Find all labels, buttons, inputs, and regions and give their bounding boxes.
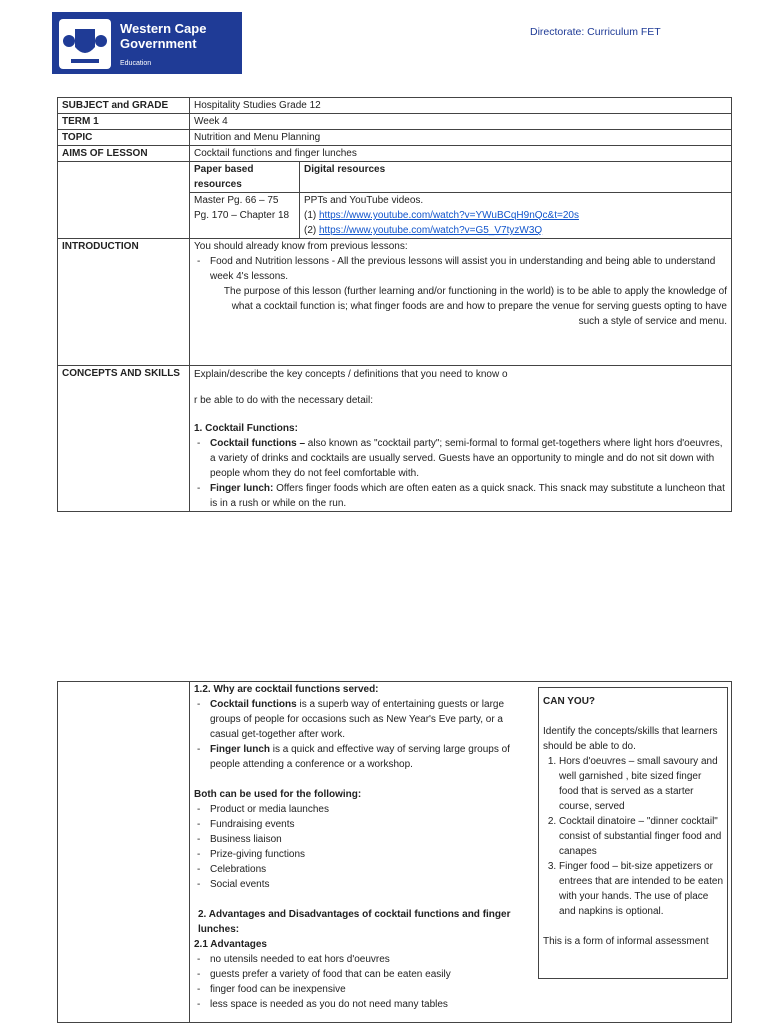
term-label: TERM 1 [58, 114, 190, 130]
adv-sub: 2.1 Advantages [194, 939, 267, 950]
term-value: Week 4 [190, 114, 732, 130]
youtube-link-1[interactable]: https://www.youtube.com/watch?v=YWuBCqH9nQc&t=20s [319, 210, 579, 221]
can-you-footer: This is a form of informal assessment [543, 936, 709, 947]
list-item [194, 742, 532, 772]
both-heading: Both can be used for the following: [194, 789, 362, 800]
logo-line3: Education [120, 60, 152, 67]
table-row [58, 366, 732, 512]
subject-label: SUBJECT and GRADE [58, 98, 190, 114]
can-you-intro: Identify the concepts/skills that learners should be able to do. [543, 726, 718, 752]
concepts-cell [190, 366, 732, 512]
list-item: - finger food can be inexpensive [194, 982, 532, 997]
why-heading: 1.2. Why are cocktail functions served: [194, 684, 379, 695]
table-row [58, 98, 732, 114]
topic-label: TOPIC [58, 130, 190, 146]
finger-term: Finger lunch: [210, 483, 274, 494]
list-item: - Fundraising events [194, 817, 532, 832]
adv-heading-a: 2. Advantages and Disadvantages of cocktail functions and finger [198, 909, 511, 920]
paper-resources-header: Paper based resources [190, 162, 300, 193]
aims-label: AIMS OF LESSON [58, 146, 190, 162]
list-item: - guests prefer a variety of food that can be eaten easily [194, 967, 532, 982]
lesson-table [57, 97, 732, 512]
concepts-heading: 1. Cocktail Functions: [194, 423, 298, 434]
concepts-line1: Explain/describe the key concepts / definitions that you need to know o [194, 369, 508, 380]
table-row [58, 114, 732, 130]
can-you-box [538, 687, 728, 979]
table-row [58, 146, 732, 162]
logo-line1: Western Cape [120, 21, 207, 36]
list-item: 2. Cocktail dinatoire – "dinner cocktail" consist of substantial finger food and canapes [559, 814, 723, 859]
wcg-logo [52, 12, 242, 74]
list-item: - Prize-giving functions [194, 847, 532, 862]
concepts-label: CONCEPTS AND SKILLS [58, 366, 190, 512]
empty-cell [58, 162, 190, 239]
can-you-title: CAN YOU? [543, 696, 596, 707]
list-item: - Celebrations [194, 862, 532, 877]
list-item [194, 436, 727, 481]
why-b1-term: Cocktail functions [210, 699, 297, 710]
link2-prefix: (2) [304, 225, 319, 236]
why-b2-term: Finger lunch [210, 744, 270, 755]
list-item: 3. Finger food – bit-size appetizers or entrees that are intended to be eaten with your hands. The use of place and napkins is optional. [559, 859, 723, 919]
list-item: - Social events [194, 877, 532, 892]
cocktail-def: also known as "cocktail party"; semi-formal to formal get-togethers where light hors d'oeuvres, a variety of drinks and cocktails are usually served. Guests have an opportunity to mingle and do not sit down with people whom they do not feel comfortable with. [210, 438, 723, 479]
table-row [58, 239, 732, 366]
list-item: - no utensils needed to eat hors d'oeuvres [194, 952, 532, 967]
digital-resources-cell [300, 193, 732, 239]
topic-value: Nutrition and Menu Planning [190, 130, 732, 146]
intro-label: INTRODUCTION [58, 239, 190, 366]
adv-heading [194, 907, 532, 937]
concepts-line2: r be able to do with the necessary detail: [194, 395, 373, 406]
why-b2-text: is a quick and effective way of serving large groups of people attending a conference or a workshop. [210, 744, 510, 770]
list-item: - Business liaison [194, 832, 532, 847]
coat-of-arms-icon [59, 19, 111, 69]
aims-value: Cocktail functions and finger lunches [190, 146, 732, 162]
intro-bullet: - Food and Nutrition lessons - All the previous lessons will assist you in understanding and being able to understand week 4's lessons. [194, 254, 727, 284]
adv-heading-b: lunches: [198, 924, 240, 935]
youtube-link-2[interactable]: https://www.youtube.com/watch?v=G5_V7tyzW3Q [319, 225, 543, 236]
list-item: - Product or media launches [194, 802, 532, 817]
intro-cell [190, 239, 732, 366]
cocktail-term: Cocktail functions – [210, 438, 306, 449]
list-item [194, 481, 727, 511]
paper-resources-text: Master Pg. 66 – 75 Pg. 170 – Chapter 18 [190, 193, 300, 239]
directorate-label: Directorate: Curriculum FET [530, 26, 661, 38]
digital-resources-header: Digital resources [300, 162, 732, 193]
link1-prefix: (1) [304, 210, 319, 221]
why-b1-text: is a superb way of entertaining guests or large groups of people for occasions such as New Year's Eve party, or a casual get-together after work. [210, 699, 505, 740]
digital-intro: PPTs and YouTube videos. [304, 195, 424, 206]
intro-line1: You should already know from previous lessons: [194, 241, 408, 252]
list-item: 1. Hors d'oeuvres – small savoury and well garnished , bite sized finger food that is served as a starter course, served [559, 754, 723, 814]
subject-value: Hospitality Studies Grade 12 [190, 98, 732, 114]
finger-def: Offers finger foods which are often eaten as a quick snack. This snack may substitute a luncheon that is in a rush or while on the run. [210, 483, 725, 509]
table-row [58, 162, 732, 193]
list-item [194, 697, 532, 742]
empty-cell [58, 682, 190, 1023]
logo-line2: Government [120, 36, 197, 51]
list-item: - less space is needed as you do not need many tables [194, 997, 532, 1012]
table-row [58, 130, 732, 146]
intro-line2: The purpose of this lesson (further learning and/or functioning in the world) is to be able to apply the knowledge of what a cocktail function is; what finger foods are and how to prepare the venue for serving guests opting to have such a style of service and menu. [223, 286, 727, 327]
